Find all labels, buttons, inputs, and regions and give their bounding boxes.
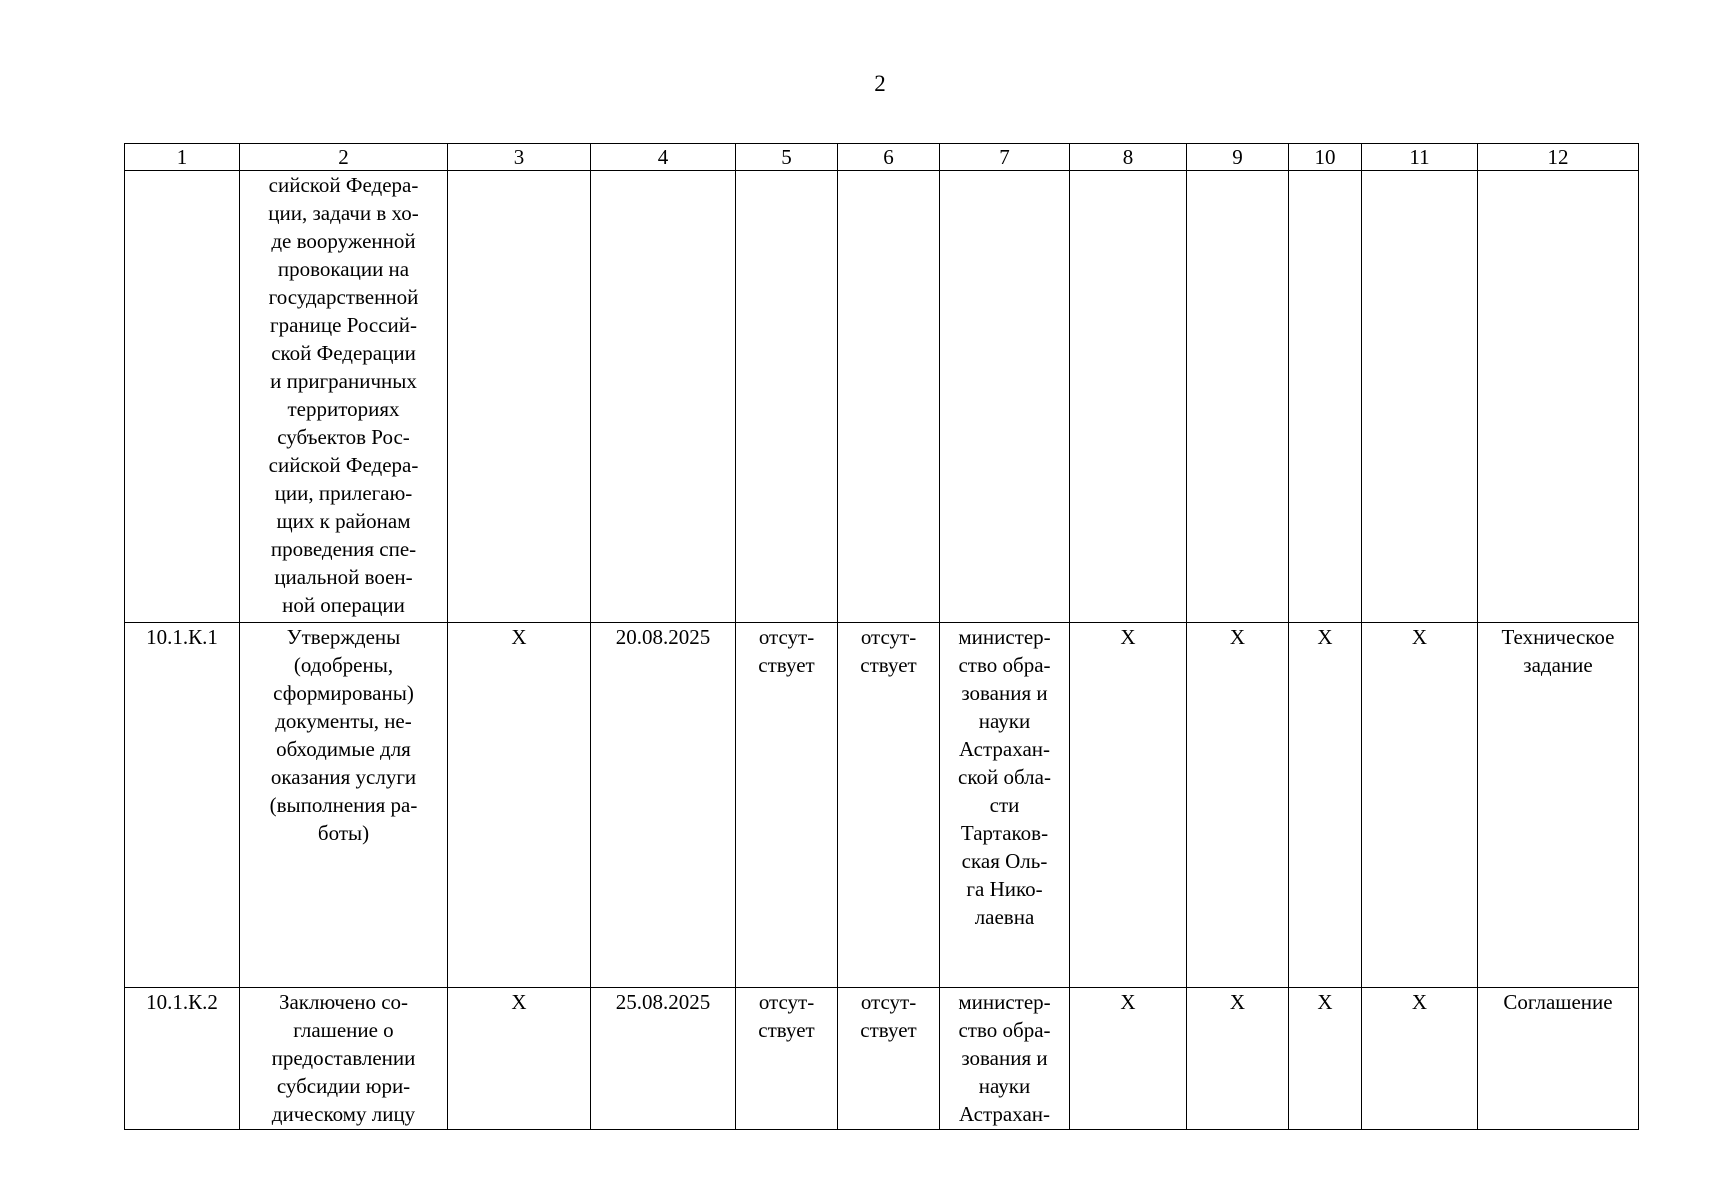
table-cell: X: [1362, 623, 1478, 988]
table-row-10-1-k-2: [125, 988, 1639, 1130]
table-cell: [940, 171, 1070, 623]
table-cell: сийской Федера- ции, задачи в хо- де вооруженной провокации на государственной границе Россий- ской Федерации и приграничных территориях субъектов Рос- сийской Федера- ции, прилегаю- щих к районам проведения спе- циальной воен- ной операции: [240, 171, 448, 623]
column-header: 9: [1187, 144, 1289, 171]
table-cell: X: [1362, 988, 1478, 1130]
table-cell: министер- ство обра- зования и науки Астрахан-: [940, 988, 1070, 1130]
table-cell: отсут- ствует: [838, 988, 940, 1130]
column-header: 12: [1478, 144, 1639, 171]
table-cell: [1362, 171, 1478, 623]
table-cell: отсут- ствует: [838, 623, 940, 988]
table-cell: министер- ство обра- зования и науки Астрахан- ской обла- сти Тартаков- ская Оль- га Нико- лаевна: [940, 623, 1070, 988]
table-cell: 10.1.К.2: [125, 988, 240, 1130]
column-header: 8: [1070, 144, 1187, 171]
table-cell: отсут- ствует: [736, 623, 838, 988]
document-table: [124, 143, 1639, 1130]
column-header: 7: [940, 144, 1070, 171]
column-header: 2: [240, 144, 448, 171]
table-cell: [1289, 171, 1362, 623]
table-cell: 20.08.2025: [591, 623, 736, 988]
table-cell: X: [1070, 623, 1187, 988]
table-cell: отсут- ствует: [736, 988, 838, 1130]
table-cell: [1070, 171, 1187, 623]
table-cell: Соглашение: [1478, 988, 1639, 1130]
table-row-10-1-k-1: [125, 623, 1639, 988]
table-cell: X: [1187, 988, 1289, 1130]
table-cell: X: [1187, 623, 1289, 988]
page-number: 2: [874, 71, 886, 96]
table-cell: Утверждены (одобрены, сформированы) документы, не- обходимые для оказания услуги (выполнения ра- боты): [240, 623, 448, 988]
table-cell: 10.1.К.1: [125, 623, 240, 988]
table-cell: [1478, 171, 1639, 623]
column-header: 5: [736, 144, 838, 171]
table-cell: [736, 171, 838, 623]
table-header-row: [125, 144, 1639, 171]
column-header: 6: [838, 144, 940, 171]
table-cell: 25.08.2025: [591, 988, 736, 1130]
table-cell: X: [1070, 988, 1187, 1130]
table-cell: [448, 171, 591, 623]
table-cell: X: [1289, 988, 1362, 1130]
table-cell: X: [448, 623, 591, 988]
table-cell: [1187, 171, 1289, 623]
column-header: 1: [125, 144, 240, 171]
column-header: 3: [448, 144, 591, 171]
table-cell: Техническое задание: [1478, 623, 1639, 988]
table-row-continuation: [125, 171, 1639, 623]
table-cell: [838, 171, 940, 623]
table-cell: Заключено со- глашение о предоставлении субсидии юри- дическому лицу: [240, 988, 448, 1130]
table-cell: [125, 171, 240, 623]
table-cell: [591, 171, 736, 623]
table-cell: X: [1289, 623, 1362, 988]
column-header: 11: [1362, 144, 1478, 171]
table-cell: X: [448, 988, 591, 1130]
column-header: 10: [1289, 144, 1362, 171]
column-header: 4: [591, 144, 736, 171]
